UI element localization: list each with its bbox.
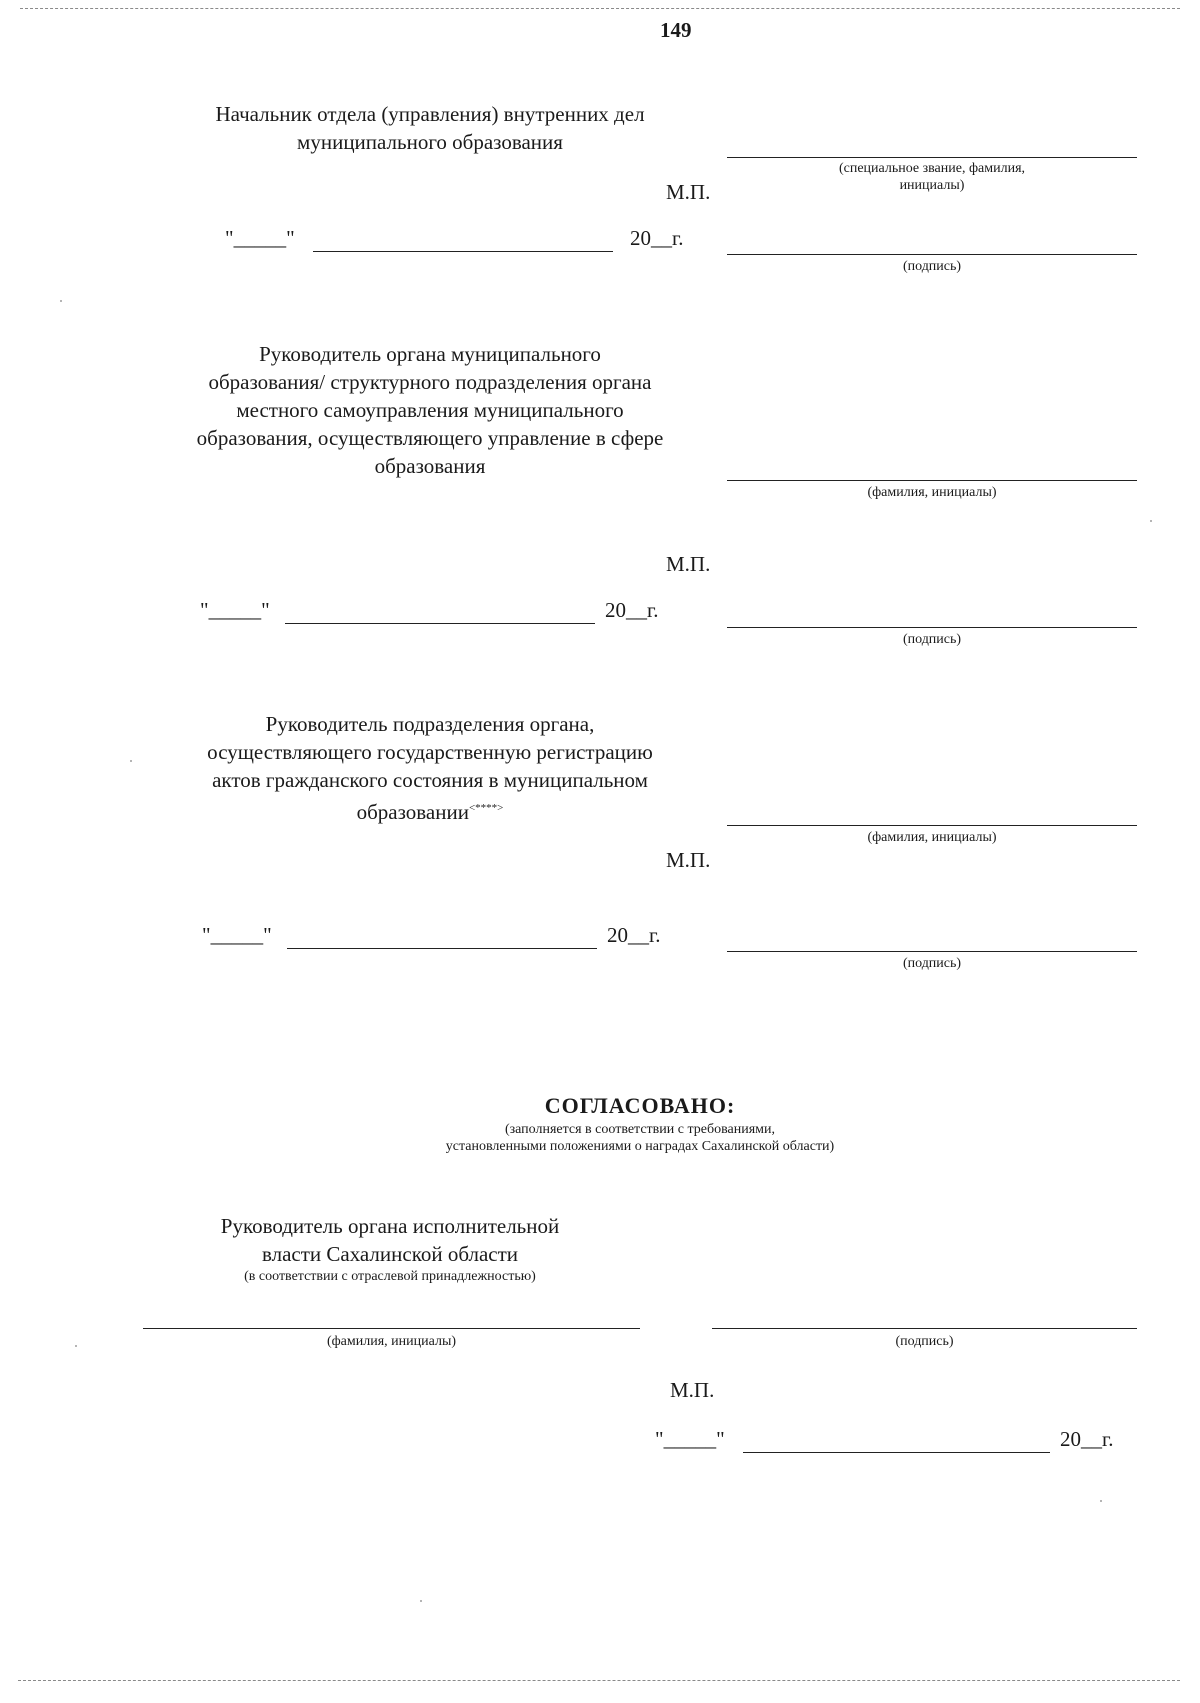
agreed-note-line-1: (заполняется в соответствии с требованиями,	[504, 1122, 776, 1137]
block3-signature-line	[727, 951, 1137, 952]
agreed-title-line-2: власти Сахалинской области	[261, 1242, 519, 1266]
block1-date-month-line	[313, 251, 613, 252]
block2-title-line-2: образования/ структурного подразделения органа	[208, 370, 652, 394]
block2-stamp-label: М.П.	[666, 552, 711, 576]
block2-date-row	[200, 598, 680, 628]
block3-date-month-line	[287, 948, 597, 949]
agreed-stamp-label: М.П.	[670, 1378, 715, 1402]
agreed-heading: СОГЛАСОВАНО:	[544, 1093, 736, 1118]
block3-date-year: 20__г.	[607, 923, 661, 947]
block1-name-line	[727, 157, 1137, 158]
agreed-note	[330, 1121, 950, 1155]
block2-title-line-1: Руководитель органа муниципального	[259, 342, 601, 366]
scan-speck	[420, 1600, 422, 1602]
agreed-note-line-2: установленными положениями о наградах Сахалинской области)	[445, 1139, 835, 1154]
block2-title-line-3: местного самоуправления муниципального	[236, 398, 624, 422]
block2-title-line-5: образования	[374, 454, 486, 478]
agreed-date-day: "_____"	[655, 1427, 725, 1451]
block3-stamp-label: М.П.	[666, 848, 711, 872]
block3-signature-caption: (подпись)	[902, 956, 962, 971]
block2-date-month-line	[285, 623, 595, 624]
block3-title-line-3: актов гражданского состояния в муниципальном	[212, 768, 648, 792]
block1-stamp-label: М.П.	[666, 180, 711, 204]
scan-speck	[1150, 520, 1152, 522]
block1-name-caption-line-2: инициалы)	[899, 178, 965, 193]
scan-speck	[75, 1345, 77, 1347]
scan-edge-bottom	[18, 1680, 1180, 1681]
scan-speck	[130, 760, 132, 762]
block1-name-caption-line-1: (специальное звание, фамилия,	[838, 161, 1026, 176]
block2-signature-caption: (подпись)	[902, 632, 962, 647]
block3-title	[150, 710, 710, 826]
agreed-signature-caption: (подпись)	[895, 1334, 954, 1349]
block3-name-caption: (фамилия, инициалы)	[867, 830, 997, 845]
agreed-name-line	[143, 1328, 640, 1329]
agreed-title-note: (в соответствии с отраслевой принадлежностью)	[244, 1269, 536, 1284]
block2-name-caption: (фамилия, инициалы)	[867, 485, 997, 500]
block1-date-day: "_____"	[225, 226, 295, 250]
block3-title-line-4	[150, 794, 710, 826]
block1-title-line-1: Начальник отдела (управления) внутренних дел	[215, 102, 645, 126]
agreed-date-month-line	[743, 1452, 1050, 1453]
scan-speck	[1100, 1500, 1102, 1502]
agreed-title	[160, 1212, 620, 1268]
agreed-name-caption: (фамилия, инициалы)	[326, 1334, 457, 1349]
block3-date-day: "_____"	[202, 923, 272, 947]
block3-title-line-2: осуществляющего государственную регистрацию	[207, 740, 653, 764]
block1-title	[150, 100, 710, 156]
agreed-title-line-1: Руководитель органа исполнительной	[220, 1214, 560, 1238]
block3-footnote-marker: <****>	[468, 802, 504, 814]
block2-name-line	[727, 480, 1137, 481]
block2-signature-line	[727, 627, 1137, 628]
block2-title	[150, 340, 710, 480]
scan-speck	[60, 300, 62, 302]
block1-date-year: 20__г.	[630, 226, 684, 250]
page-number: 149	[660, 18, 692, 42]
block2-title-line-4: образования, осуществляющего управление в сфере	[196, 426, 664, 450]
agreed-date-row	[655, 1427, 1135, 1457]
block3-title-line-1: Руководитель подразделения органа,	[265, 712, 595, 736]
block3-title-line-4-text: образовании	[356, 800, 469, 824]
block1-date-row	[225, 226, 695, 256]
block1-name-caption	[727, 160, 1137, 194]
block2-date-day: "_____"	[200, 598, 270, 622]
block1-title-line-2: муниципального образования	[297, 130, 563, 154]
agreed-signature-line	[712, 1328, 1137, 1329]
block1-signature-caption: (подпись)	[902, 259, 962, 274]
agreed-date-year: 20__г.	[1060, 1427, 1114, 1451]
block2-date-year: 20__г.	[605, 598, 659, 622]
scan-edge-top	[20, 8, 1180, 9]
block3-name-line	[727, 825, 1137, 826]
block1-signature-line	[727, 254, 1137, 255]
block3-date-row	[202, 923, 682, 953]
